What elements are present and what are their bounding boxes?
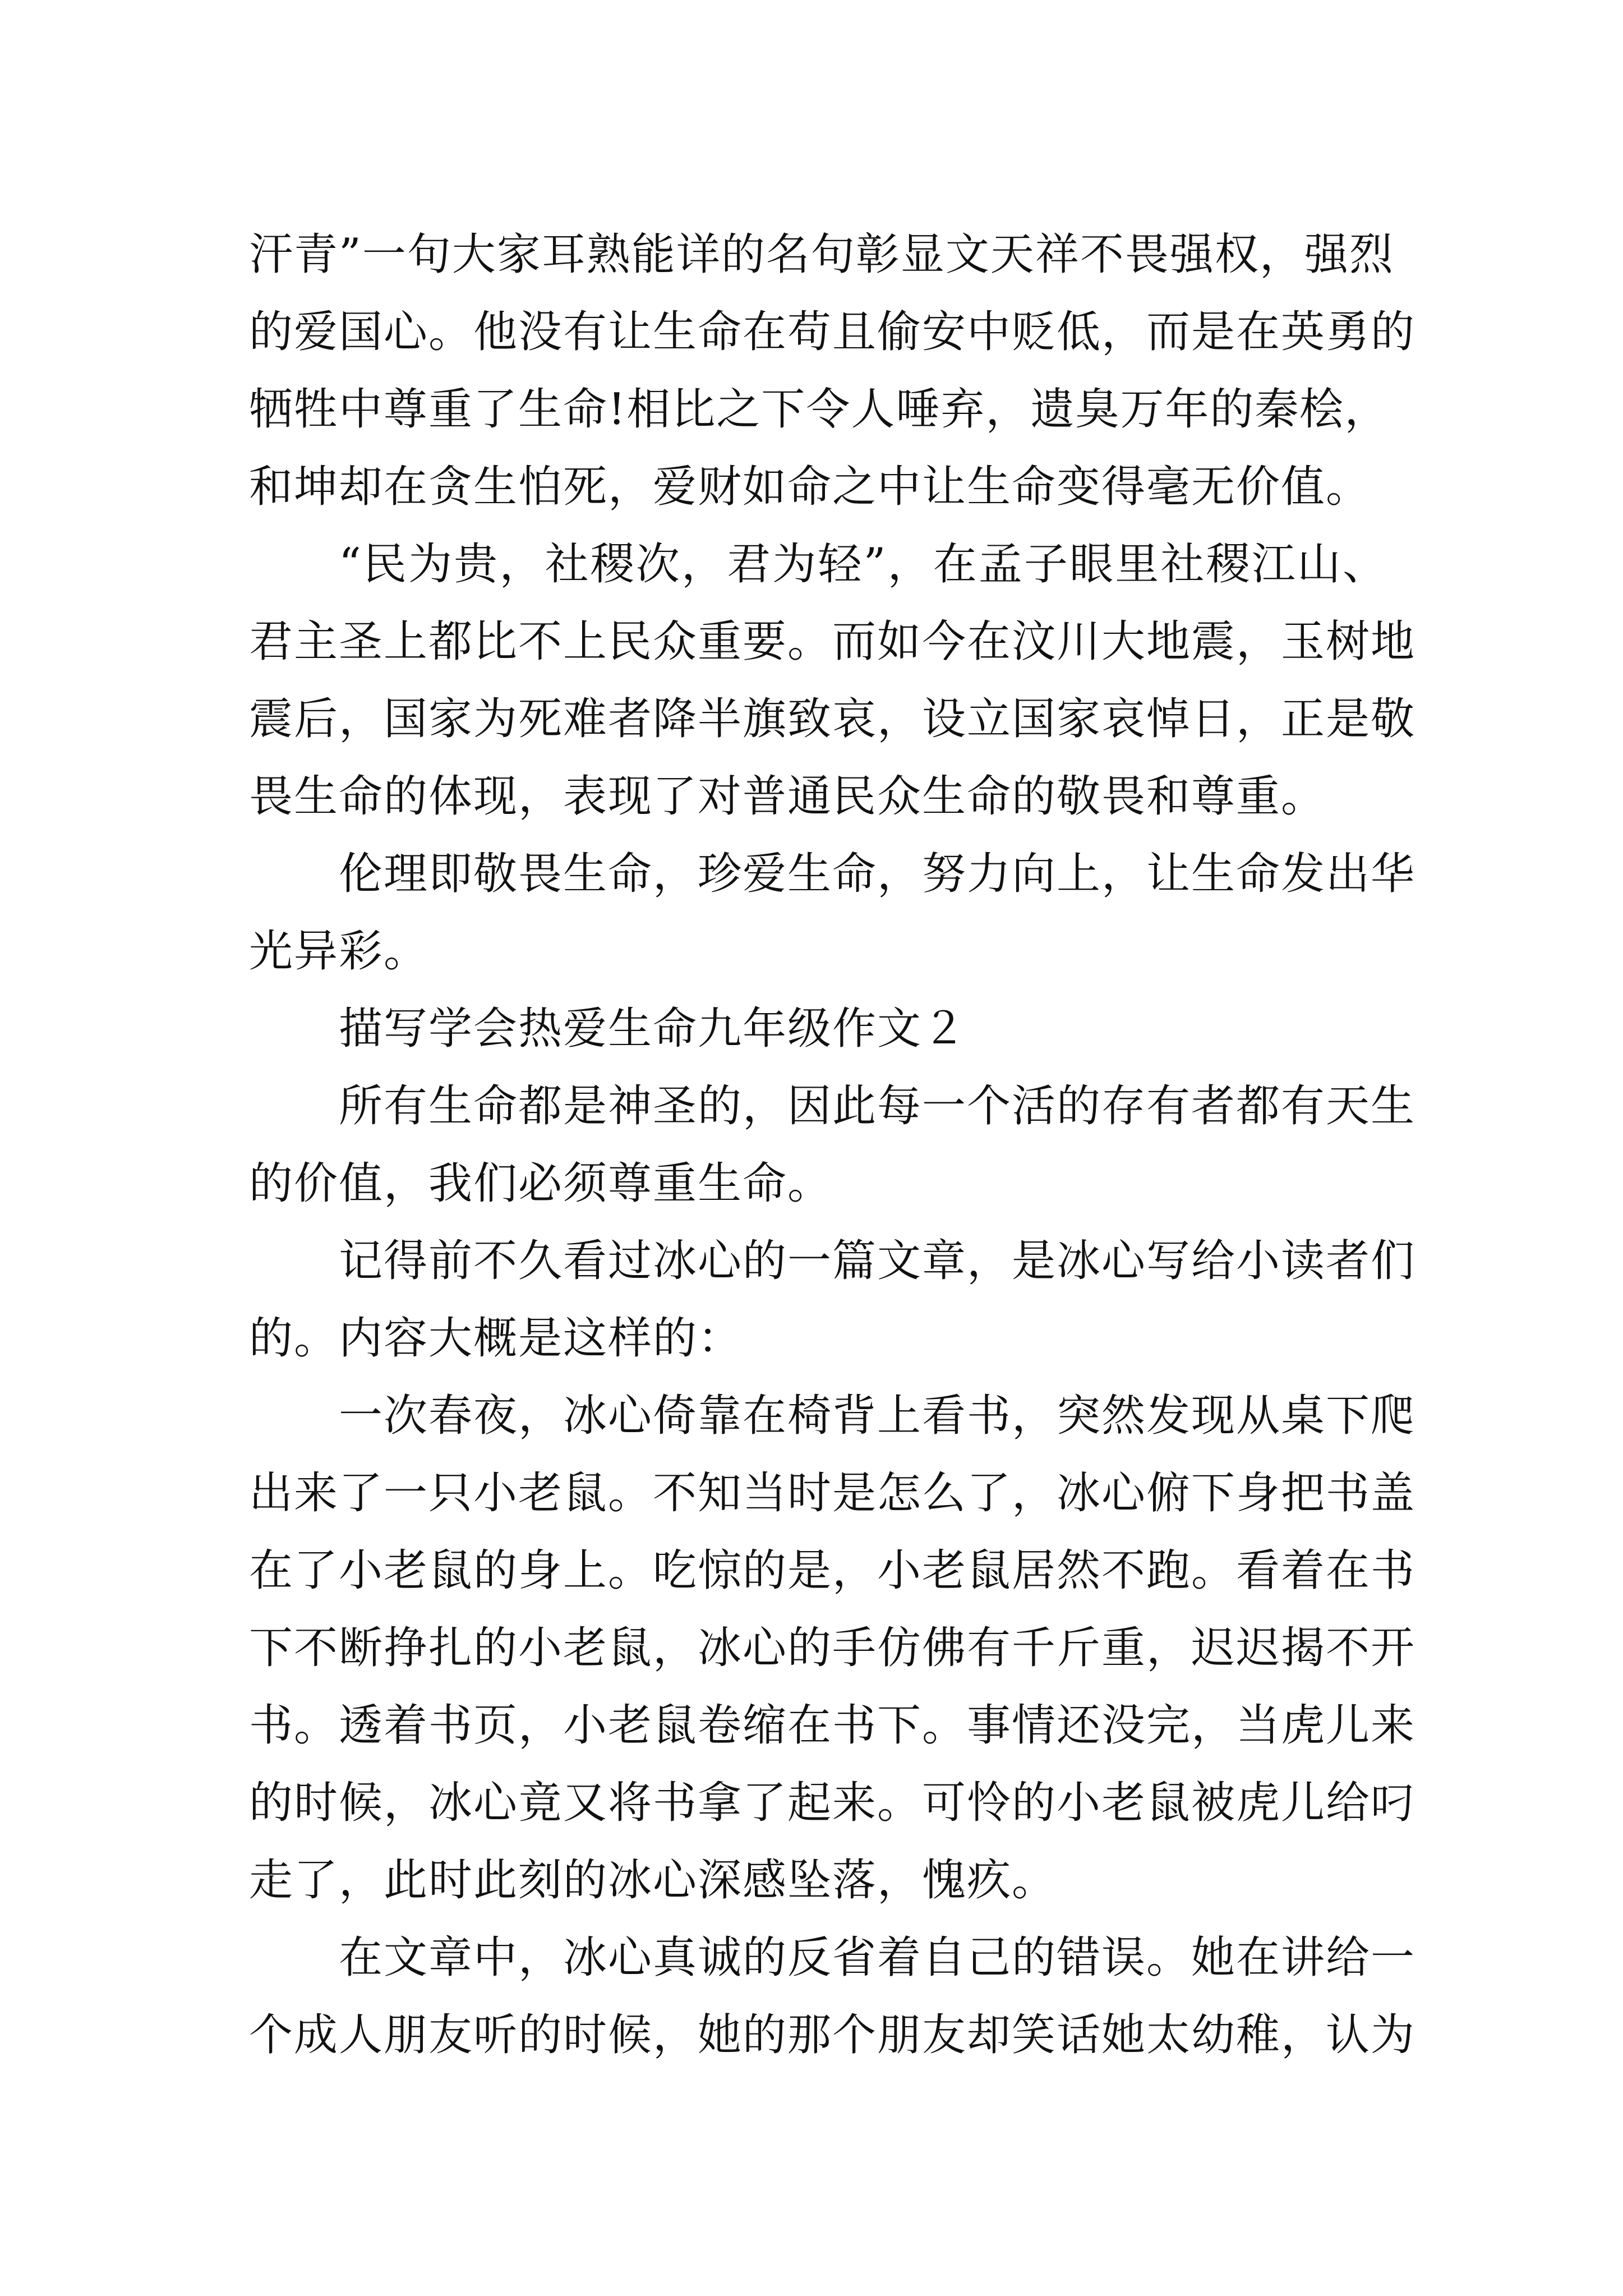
essay-heading — [249, 990, 1387, 1068]
text-line: “民为贵，社稷次，君为轻”，在孟子眼里社稷江山、 — [339, 539, 1387, 590]
heading-text: 描写学会热爱生命九年级作文２ — [339, 1004, 967, 1054]
text-line: 下不断挣扎的小老鼠，冰心的手仿佛有千斤重，迟迟揭不开 — [249, 1623, 1416, 1673]
text-line: 畏生命的体现，表现了对普通民众生命的敬畏和尊重。 — [249, 771, 1326, 822]
text-line: 君主圣上都比不上民众重要。而如今在汶川大地震，玉树地 — [249, 616, 1416, 667]
text-line: 光异彩。 — [249, 926, 429, 977]
text-line: 所有生命都是神圣的，因此每一个活的存有者都有天生 — [339, 1081, 1416, 1131]
text-line: 在文章中，冰心真诚的反省着自己的错误。她在讲给一 — [339, 1932, 1416, 1983]
paragraph-mouse-story — [249, 1377, 1416, 1919]
paragraph-sacred-life — [249, 1068, 1416, 1222]
text-line: 和坤却在贪生怕死，爱财如命之中让生命变得毫无价值。 — [249, 462, 1371, 512]
text-line: 记得前不久看过冰心的一篇文章，是冰心写给小读者们 — [339, 1236, 1416, 1286]
text-line: 走了，此时此刻的冰心深感坠落，愧疚。 — [249, 1855, 1057, 1906]
paragraph-wentianxiang — [249, 216, 1416, 526]
text-line: 出来了一只小老鼠。不知当时是怎么了，冰心俯下身把书盖 — [249, 1468, 1416, 1519]
text-line: 的价值，我们必须尊重生命。 — [249, 1158, 833, 1209]
text-line: 在了小老鼠的身上。吃惊的是，小老鼠居然不跑。看着在书 — [249, 1545, 1416, 1596]
text-line: 伦理即敬畏生命，珍爱生命，努力向上，让生命发出华 — [339, 849, 1416, 899]
text-line: 牺牲中尊重了生命!相比之下令人唾弃，遗臭万年的秦桧， — [249, 384, 1390, 435]
text-line: 的爱国心。他没有让生命在苟且偷安中贬低，而是在英勇的 — [249, 307, 1416, 357]
paragraph-reflection — [249, 1919, 1416, 2074]
text-line: 的时候，冰心竟又将书拿了起来。可怜的小老鼠被虎儿给叼 — [249, 1778, 1416, 1828]
text-line: 的。内容大概是这样的： — [249, 1313, 743, 1364]
paragraph-bingxin-article — [249, 1222, 1416, 1377]
text-line: 个成人朋友听的时候，她的那个朋友却笑话她太幼稚，认为 — [249, 2010, 1416, 2060]
document-body — [249, 216, 1416, 2074]
text-line: 书。透着书页，小老鼠卷缩在书下。事情还没完，当虎儿来 — [249, 1700, 1416, 1751]
text-line: 震后，国家为死难者降半旗致哀，设立国家哀悼日，正是敬 — [249, 694, 1416, 744]
paragraph-ethics — [249, 835, 1416, 990]
text-line: 汗青”一句大家耳熟能详的名句彰显文天祥不畏强权，强烈 — [249, 229, 1394, 280]
paragraph-mengzi — [249, 526, 1416, 835]
text-line: 一次春夜，冰心倚靠在椅背上看书，突然发现从桌下爬 — [339, 1391, 1416, 1441]
